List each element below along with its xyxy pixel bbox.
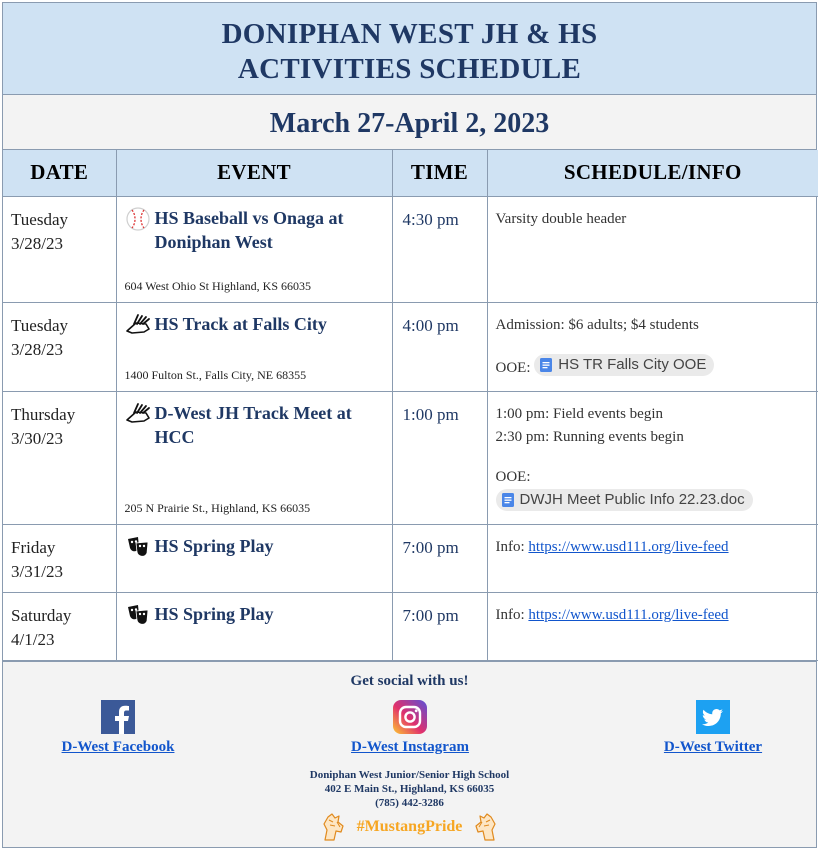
school-phone: (785) 442-3286 [375, 797, 444, 809]
row-date: 3/31/23 [11, 561, 63, 581]
row-date-cell [3, 391, 116, 524]
event-address: 604 West Ohio St Highland, KS 66035 [124, 278, 311, 293]
row-info-cell [487, 592, 818, 660]
row-event-cell [116, 196, 392, 302]
document-icon [540, 358, 552, 372]
event-title: HS Baseball vs Onaga at Doniphan West [154, 207, 344, 252]
winged-shoe-icon [124, 311, 152, 339]
document-chip-label: DWJH Meet Public Info 22.23.doc [519, 490, 745, 508]
event-title: HS Spring Play [154, 535, 274, 556]
column-header-event: EVENT [116, 150, 392, 196]
facebook-link[interactable]: D-West Facebook [61, 739, 175, 755]
row-time: 7:00 pm [392, 592, 487, 660]
row-date: 4/1/23 [11, 629, 55, 649]
mustang-pride [3, 812, 816, 842]
hashtag: #MustangPride [356, 818, 463, 835]
twitter-link[interactable]: D-West Twitter [663, 739, 763, 755]
school-name: Doniphan West Junior/Senior High School [309, 769, 510, 781]
facebook-block [53, 700, 183, 756]
row-event-cell [116, 391, 392, 524]
document-chip-label: HS TR Falls City OOE [558, 355, 707, 373]
row-time: 4:30 pm [392, 196, 487, 302]
page-title-line2: ACTIVITIES SCHEDULE [237, 53, 582, 85]
row-day: Thursday [11, 404, 76, 424]
row-date-cell [3, 196, 116, 302]
column-header-date: DATE [3, 150, 116, 196]
column-header-time: TIME [392, 150, 487, 196]
row-day: Tuesday [11, 209, 68, 229]
info-text: 2:30 pm: Running events begin [495, 428, 684, 445]
row-event-cell [116, 592, 392, 660]
row-info-cell [487, 391, 818, 524]
table-row [3, 391, 818, 524]
row-date-cell [3, 302, 116, 391]
instagram-icon[interactable] [393, 700, 427, 734]
row-date: 3/28/23 [11, 233, 63, 253]
table-row [3, 592, 818, 660]
document-icon [502, 493, 514, 507]
document-chip[interactable] [534, 354, 714, 376]
row-date: 3/28/23 [11, 339, 63, 359]
row-date-cell [3, 524, 116, 592]
info-text: Varsity double header [495, 210, 627, 227]
row-date: 3/30/23 [11, 428, 63, 448]
info-text: 1:00 pm: Field events begin [495, 405, 663, 422]
date-range: March 27-April 2, 2023 [269, 108, 550, 139]
row-info-cell [487, 196, 818, 302]
row-day: Friday [11, 537, 56, 557]
date-range-banner [3, 95, 816, 150]
theater-masks-icon [124, 601, 152, 629]
row-date-cell [3, 592, 116, 660]
ooe-label: OOE: [495, 359, 531, 376]
twitter-block [651, 700, 775, 756]
row-event-cell [116, 302, 392, 391]
footer [3, 661, 816, 847]
instagram-block [339, 700, 481, 756]
row-time: 7:00 pm [392, 524, 487, 592]
info-text: Admission: $6 adults; $4 students [495, 316, 699, 333]
info-label: Info: [495, 538, 525, 555]
schedule-table [3, 150, 818, 661]
title-banner [3, 3, 816, 95]
event-address: 205 N Prairie St., Highland, KS 66035 [124, 500, 311, 515]
row-event-cell [116, 524, 392, 592]
row-info-cell [487, 524, 818, 592]
winged-shoe-icon [124, 400, 152, 428]
info-label: Info: [495, 606, 525, 623]
theater-masks-icon [124, 533, 152, 561]
event-title: D-West JH Track Meet at HCC [154, 402, 352, 447]
facebook-icon[interactable] [101, 700, 135, 734]
school-address: 402 E Main St., Highland, KS 66035 [324, 783, 495, 795]
social-title: Get social with us! [350, 673, 469, 689]
column-header-info: SCHEDULE/INFO [487, 150, 818, 196]
table-header-row [3, 150, 818, 196]
table-row [3, 302, 818, 391]
mustang-logo-icon [472, 812, 498, 842]
row-day: Tuesday [11, 315, 68, 335]
row-time: 1:00 pm [392, 391, 487, 524]
school-info [3, 768, 816, 810]
instagram-link[interactable]: D-West Instagram [351, 739, 469, 755]
table-row [3, 524, 818, 592]
row-day: Saturday [11, 605, 72, 625]
page-title-line1: DONIPHAN WEST JH & HS [221, 18, 598, 50]
ooe-label: OOE: [495, 468, 531, 485]
live-feed-link[interactable]: https://www.usd111.org/live-feed [528, 606, 729, 623]
event-title: HS Spring Play [154, 603, 274, 624]
table-row [3, 196, 818, 302]
baseball-icon [124, 205, 152, 233]
mustang-logo-icon [321, 812, 347, 842]
schedule-sheet [2, 2, 817, 848]
event-address: 1400 Fulton St., Falls City, NE 68355 [124, 367, 307, 382]
twitter-icon[interactable] [696, 700, 730, 734]
document-chip[interactable] [496, 489, 753, 511]
row-info-cell [487, 302, 818, 391]
row-time: 4:00 pm [392, 302, 487, 391]
event-title: HS Track at Falls City [154, 313, 327, 334]
live-feed-link[interactable]: https://www.usd111.org/live-feed [528, 538, 729, 555]
